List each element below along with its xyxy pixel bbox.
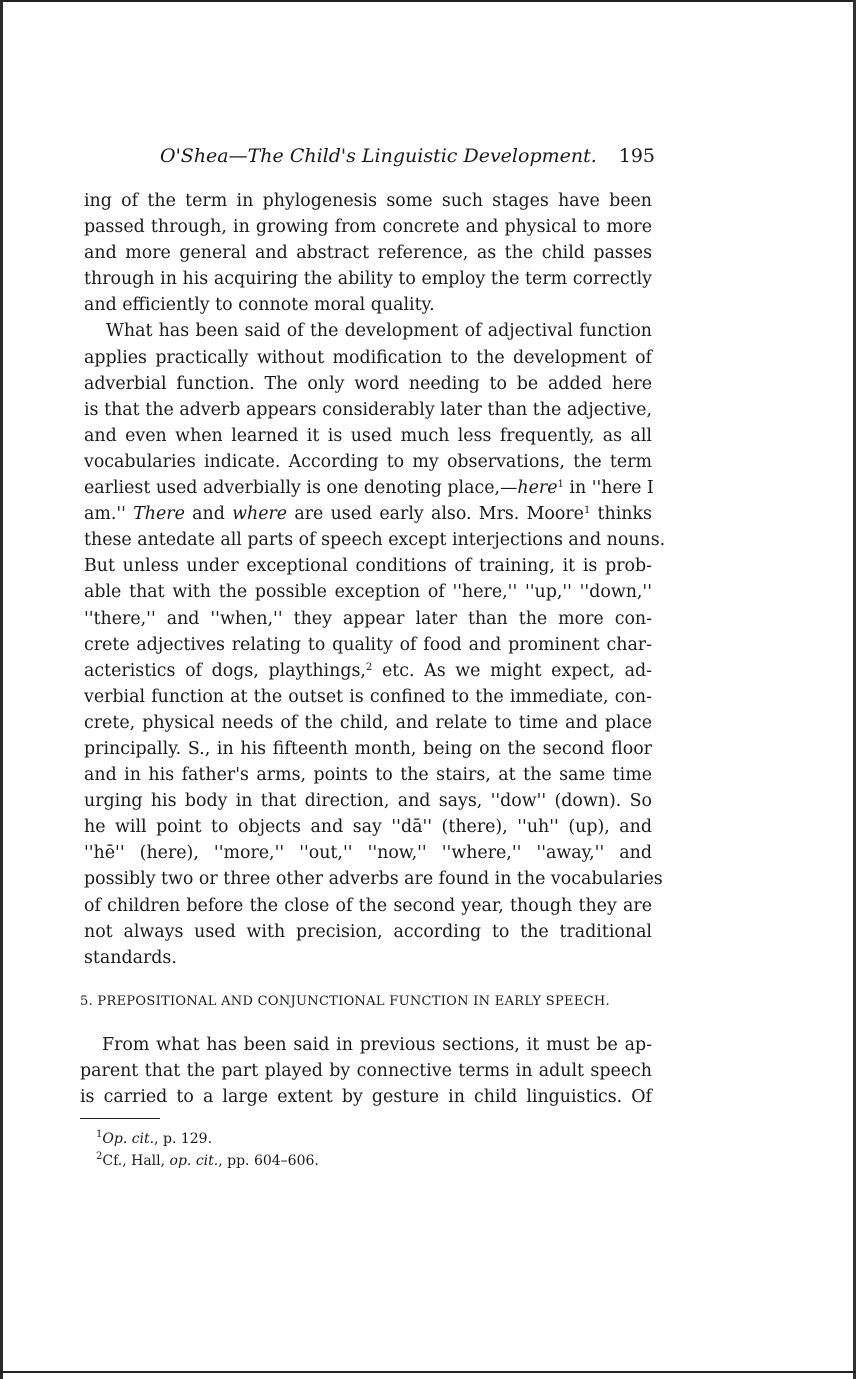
text-line: crete, physical needs of the child, and relate to time and place (84, 712, 652, 733)
text-line: and efficiently to connote moral quality. (84, 295, 435, 316)
footnote-text: Cf., Hall, (102, 1153, 170, 1169)
text-line: and more general and abstract reference, as the child passes (84, 243, 652, 264)
text-line: But unless under exceptional conditions of training, it is prob- (84, 556, 652, 577)
section-heading: 5. PREPOSITIONAL AND CONJUNCTIONAL FUNCTION IN EARLY SPEECH. (80, 994, 610, 1009)
text-line: parent that the part played by connective terms in adult speech (80, 1061, 652, 1082)
footnote-rule (80, 1118, 160, 1119)
section-paragraph (80, 1032, 652, 1110)
text-line: crete adjectives relating to quality of food and prominent char- (84, 634, 652, 655)
text-run: acteristics of dogs, playthings, (84, 660, 366, 681)
text-run: earliest used adverbially is one denoting place,— (84, 478, 518, 499)
text-line: standards. (84, 947, 177, 968)
footnote-italic: op. cit. (169, 1153, 219, 1169)
scan-border-left (0, 0, 3, 1379)
footnote-text: , p. 129. (154, 1131, 213, 1147)
text-line: he will point to objects and say ''dā'' (there), ''uh'' (up), and (84, 817, 652, 838)
text-line: ing of the term in phylogenesis some such stages have been (84, 191, 652, 211)
paragraph-continued (84, 188, 652, 318)
text-run: are used early also. Mrs. Moore (287, 504, 584, 525)
scan-border-bottom (0, 1371, 856, 1373)
text-line: possibly two or three other adverbs are found in the vocabularies (84, 869, 663, 890)
footnote-italic: Op. cit. (102, 1131, 155, 1147)
italic-word: There (133, 504, 185, 525)
footnote-ref: 1 (557, 479, 564, 491)
footnote-1 (96, 1128, 319, 1150)
footnote-ref: 2 (365, 661, 373, 673)
text-line: is that the adverb appears considerably later than the adjective, (84, 399, 652, 420)
text-line: urging his body in that direction, and says, ''dow'' (down). So (84, 791, 652, 812)
text-line: vocabularies indicate. According to my observations, the term (84, 451, 652, 472)
italic-word: where (232, 504, 288, 525)
running-title: O'Shea—The Child's Linguistic Development. (160, 145, 597, 167)
text-line: is carried to a large extent by gesture in child linguistics. Of (80, 1087, 652, 1108)
text-line: What has been said of the development of adjectival function (106, 321, 652, 342)
text-line: principally. S., in his fifteenth month, being on the second floor (84, 738, 652, 759)
text-run: thinks (590, 504, 652, 525)
scan-border-top (0, 0, 856, 2)
text-line: of children before the close of the second year, though they are (84, 895, 652, 916)
text-line: passed through, in growing from concrete and physical to more (84, 217, 652, 238)
text-run: etc. As we might expect, ad- (372, 660, 652, 681)
text-run: am.'' (84, 504, 134, 525)
text-line: and even when learned it is used much less frequently, as all (84, 425, 652, 446)
footnote-text: , pp. 604–606. (218, 1153, 319, 1169)
text-run: in ''here I (563, 478, 654, 499)
footnotes (96, 1128, 319, 1172)
text-line: these antedate all parts of speech except interjections and nouns. (84, 530, 666, 551)
text-line (84, 501, 652, 527)
text-line (84, 658, 652, 684)
text-line: able that with the possible exception of ''here,'' ''up,'' ''down,'' (84, 582, 652, 603)
text-run: and (184, 504, 233, 525)
footnote-ref: 1 (583, 505, 591, 517)
text-line: verbial function at the outset is confined to the immediate, con- (84, 686, 652, 707)
footnote-mark: 2 (96, 1151, 103, 1162)
text-line: ''hē'' (here), ''more,'' ''out,'' ''now,'' ''where,'' ''away,'' and (84, 843, 652, 864)
text-line: through in his acquiring the ability to employ the term correctly (84, 269, 652, 290)
text-line: From what has been said in previous sections, it must be ap- (102, 1035, 652, 1055)
text-line: not always used with precision, according to the traditional (84, 921, 652, 942)
footnote-mark: 1 (96, 1129, 103, 1140)
text-line: applies practically without modification to the development of (84, 347, 652, 368)
text-line (84, 475, 652, 501)
italic-word: here (517, 478, 558, 499)
text-line: and in his father's arms, points to the stairs, at the same time (84, 765, 652, 786)
text-line: adverbial function. The only word needing to be added here (84, 373, 652, 394)
page-number: 195 (618, 145, 655, 167)
paragraph-adverbial (84, 318, 666, 970)
text-line: ''there,'' and ''when,'' they appear later than the more con- (84, 608, 652, 629)
body-text (84, 188, 666, 971)
footnote-2 (96, 1150, 319, 1172)
